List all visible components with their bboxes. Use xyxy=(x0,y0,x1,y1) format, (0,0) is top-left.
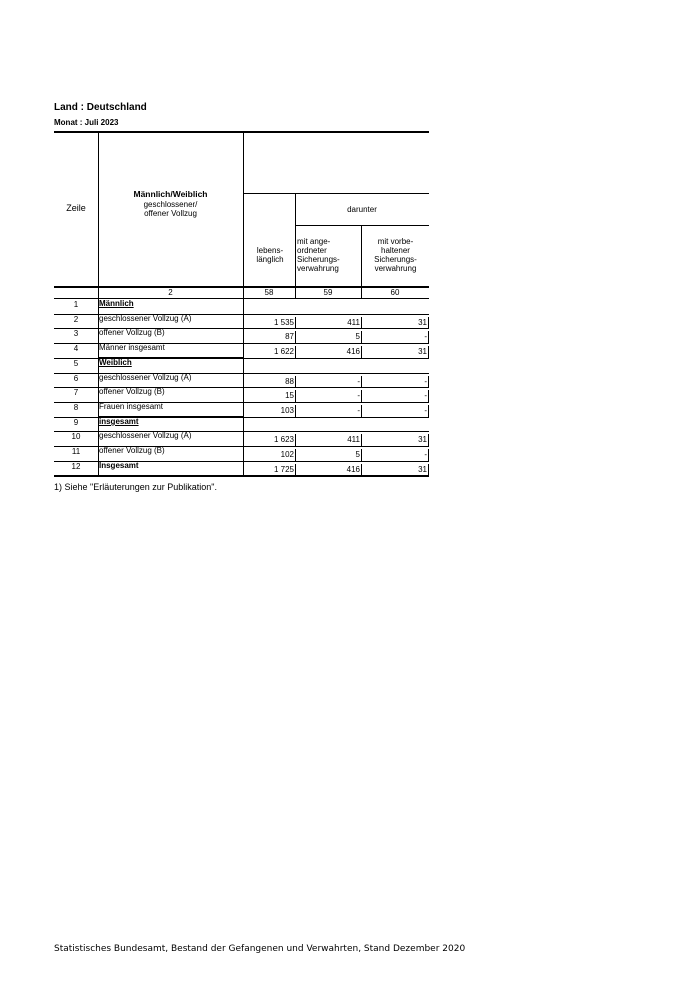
row-number: 7 xyxy=(73,388,79,397)
col60-header-line1: mit vorbe- xyxy=(377,237,414,246)
row-label: geschlossener Vollzug (A) xyxy=(99,314,192,323)
row-number: 11 xyxy=(71,447,81,456)
row-vline-58 xyxy=(243,402,244,417)
row-label: geschlossener Vollzug (A) xyxy=(99,431,192,440)
row-separator-values xyxy=(243,343,429,344)
row-label: offener Vollzug (B) xyxy=(99,328,165,337)
col59-header-line2: ordneter xyxy=(297,246,327,255)
row-vline-right xyxy=(428,464,429,475)
row-value-59: 411 xyxy=(347,435,360,444)
row-value-60: 31 xyxy=(418,347,427,356)
row-value-60: - xyxy=(424,332,427,341)
col59-header-line3: Sicherungs- xyxy=(297,255,340,264)
table-bottom-rule xyxy=(54,475,429,477)
row-value-59: 416 xyxy=(346,347,360,356)
row-value-58: 103 xyxy=(280,406,294,415)
row-label: Männlich xyxy=(99,299,134,308)
row-value-58: 1 725 xyxy=(273,465,294,474)
table-top-rule xyxy=(54,131,429,133)
row-vline-right xyxy=(428,434,429,446)
row-label: offener Vollzug (B) xyxy=(99,387,165,396)
row-value-60: 31 xyxy=(418,465,427,474)
row-vline-right xyxy=(428,390,429,402)
darunter-header: darunter xyxy=(347,205,377,214)
row-label: Frauen insgesamt xyxy=(99,402,164,411)
row-number: 8 xyxy=(73,403,79,412)
row-value-58: 88 xyxy=(285,377,294,386)
row-value-59: 411 xyxy=(347,318,360,327)
row-separator-values xyxy=(243,402,429,403)
row-value-60: - xyxy=(424,450,427,459)
row-vline-58 xyxy=(243,328,244,343)
row-vline-58 xyxy=(243,446,244,461)
row-separator-values xyxy=(243,387,429,388)
row-separator-values xyxy=(243,373,429,374)
col58-header-line1: lebens- xyxy=(256,246,284,255)
column-number-2: 2 xyxy=(168,288,173,297)
row-value-58: 1 623 xyxy=(273,435,294,444)
row-number: 4 xyxy=(73,344,79,353)
row-label: Weiblich xyxy=(99,358,132,367)
row-vline-58 xyxy=(243,373,244,387)
row-value-59: 5 xyxy=(355,450,360,459)
col60-header-line2: haltener xyxy=(381,246,410,255)
row-vline-right xyxy=(428,449,429,461)
darunter-bottom-rule xyxy=(295,225,429,226)
land-heading: Land : Deutschland xyxy=(54,102,147,113)
row-value-59: 416 xyxy=(346,465,360,474)
row-vline-58 xyxy=(243,314,244,328)
row-vline-right xyxy=(428,317,429,328)
row-label: insgesamt xyxy=(99,417,139,426)
row-vline-58 xyxy=(243,299,244,314)
group-sub1-header: geschlossener/ xyxy=(143,200,198,209)
zeile-header: Zeile xyxy=(66,203,86,213)
row-vline-right xyxy=(428,346,429,358)
row-value-60: 31 xyxy=(418,318,427,327)
monat-heading: Monat : Juli 2023 xyxy=(54,118,119,127)
column-number-58: 58 xyxy=(264,288,274,297)
row-number: 3 xyxy=(73,329,79,338)
row-value-59: - xyxy=(357,406,360,415)
row-vline-right xyxy=(428,376,429,387)
row-value-59: - xyxy=(357,377,360,386)
group-sub2-header: offener Vollzug xyxy=(144,209,197,218)
row-number: 10 xyxy=(71,432,81,441)
row-separator-values xyxy=(243,446,429,447)
row-number: 6 xyxy=(73,374,79,383)
row-value-60: - xyxy=(424,377,427,386)
row-value-58: 102 xyxy=(280,450,294,459)
row-vline-58 xyxy=(243,358,244,373)
group-title-header: Männlich/Weiblich xyxy=(133,189,208,199)
column-number-59: 59 xyxy=(323,288,333,297)
row-number: 9 xyxy=(73,418,79,427)
row-label: offener Vollzug (B) xyxy=(99,446,165,455)
darunter-top-rule xyxy=(243,193,429,194)
col60-header-line3: Sicherungs- xyxy=(374,255,417,264)
row-number: 5 xyxy=(73,359,79,368)
row-vline-58 xyxy=(243,461,244,475)
row-value-58: 87 xyxy=(285,332,294,341)
header-vline-2 xyxy=(243,133,244,286)
row-separator-values xyxy=(243,314,429,315)
row-vline-58 xyxy=(243,387,244,402)
row-separator-values xyxy=(243,328,429,329)
row-label: Männer insgesamt xyxy=(99,343,165,352)
row-number: 2 xyxy=(73,315,79,324)
row-separator-values xyxy=(243,358,429,359)
page-footer: Statistisches Bundesamt, Bestand der Gefangenen und Verwahrten, Stand Dezember 2020 xyxy=(54,944,466,954)
row-vline-right xyxy=(428,331,429,343)
row-value-58: 1 535 xyxy=(273,318,294,327)
row-separator-values xyxy=(243,431,429,432)
col59-header-line1: mit ange- xyxy=(297,237,331,246)
row-separator-values xyxy=(243,417,429,418)
row-value-59: - xyxy=(357,391,360,400)
row-separator-values xyxy=(243,461,429,462)
row-number: 12 xyxy=(71,462,81,471)
row-vline-58 xyxy=(243,343,244,358)
col58-header-line2: länglich xyxy=(256,255,284,264)
row-label: Insgesamt xyxy=(99,461,139,470)
row-value-60: - xyxy=(424,391,427,400)
column-number-60: 60 xyxy=(390,288,400,297)
row-value-59: 5 xyxy=(355,332,360,341)
row-value-60: 31 xyxy=(418,435,427,444)
row-value-60: - xyxy=(424,406,427,415)
col60-header-line4: verwahrung xyxy=(374,264,417,273)
row-vline-58 xyxy=(243,417,244,431)
row-value-58: 1 622 xyxy=(273,347,294,356)
col59-header-line4: verwahrung xyxy=(297,264,339,273)
row-vline-right xyxy=(428,405,429,417)
row-value-58: 15 xyxy=(285,391,294,400)
row-label: geschlossener Vollzug (A) xyxy=(99,373,192,382)
row-number: 1 xyxy=(73,300,79,309)
footnote: 1) Siehe "Erläuterungen zur Publikation". xyxy=(54,482,217,492)
row-vline-58 xyxy=(243,431,244,446)
